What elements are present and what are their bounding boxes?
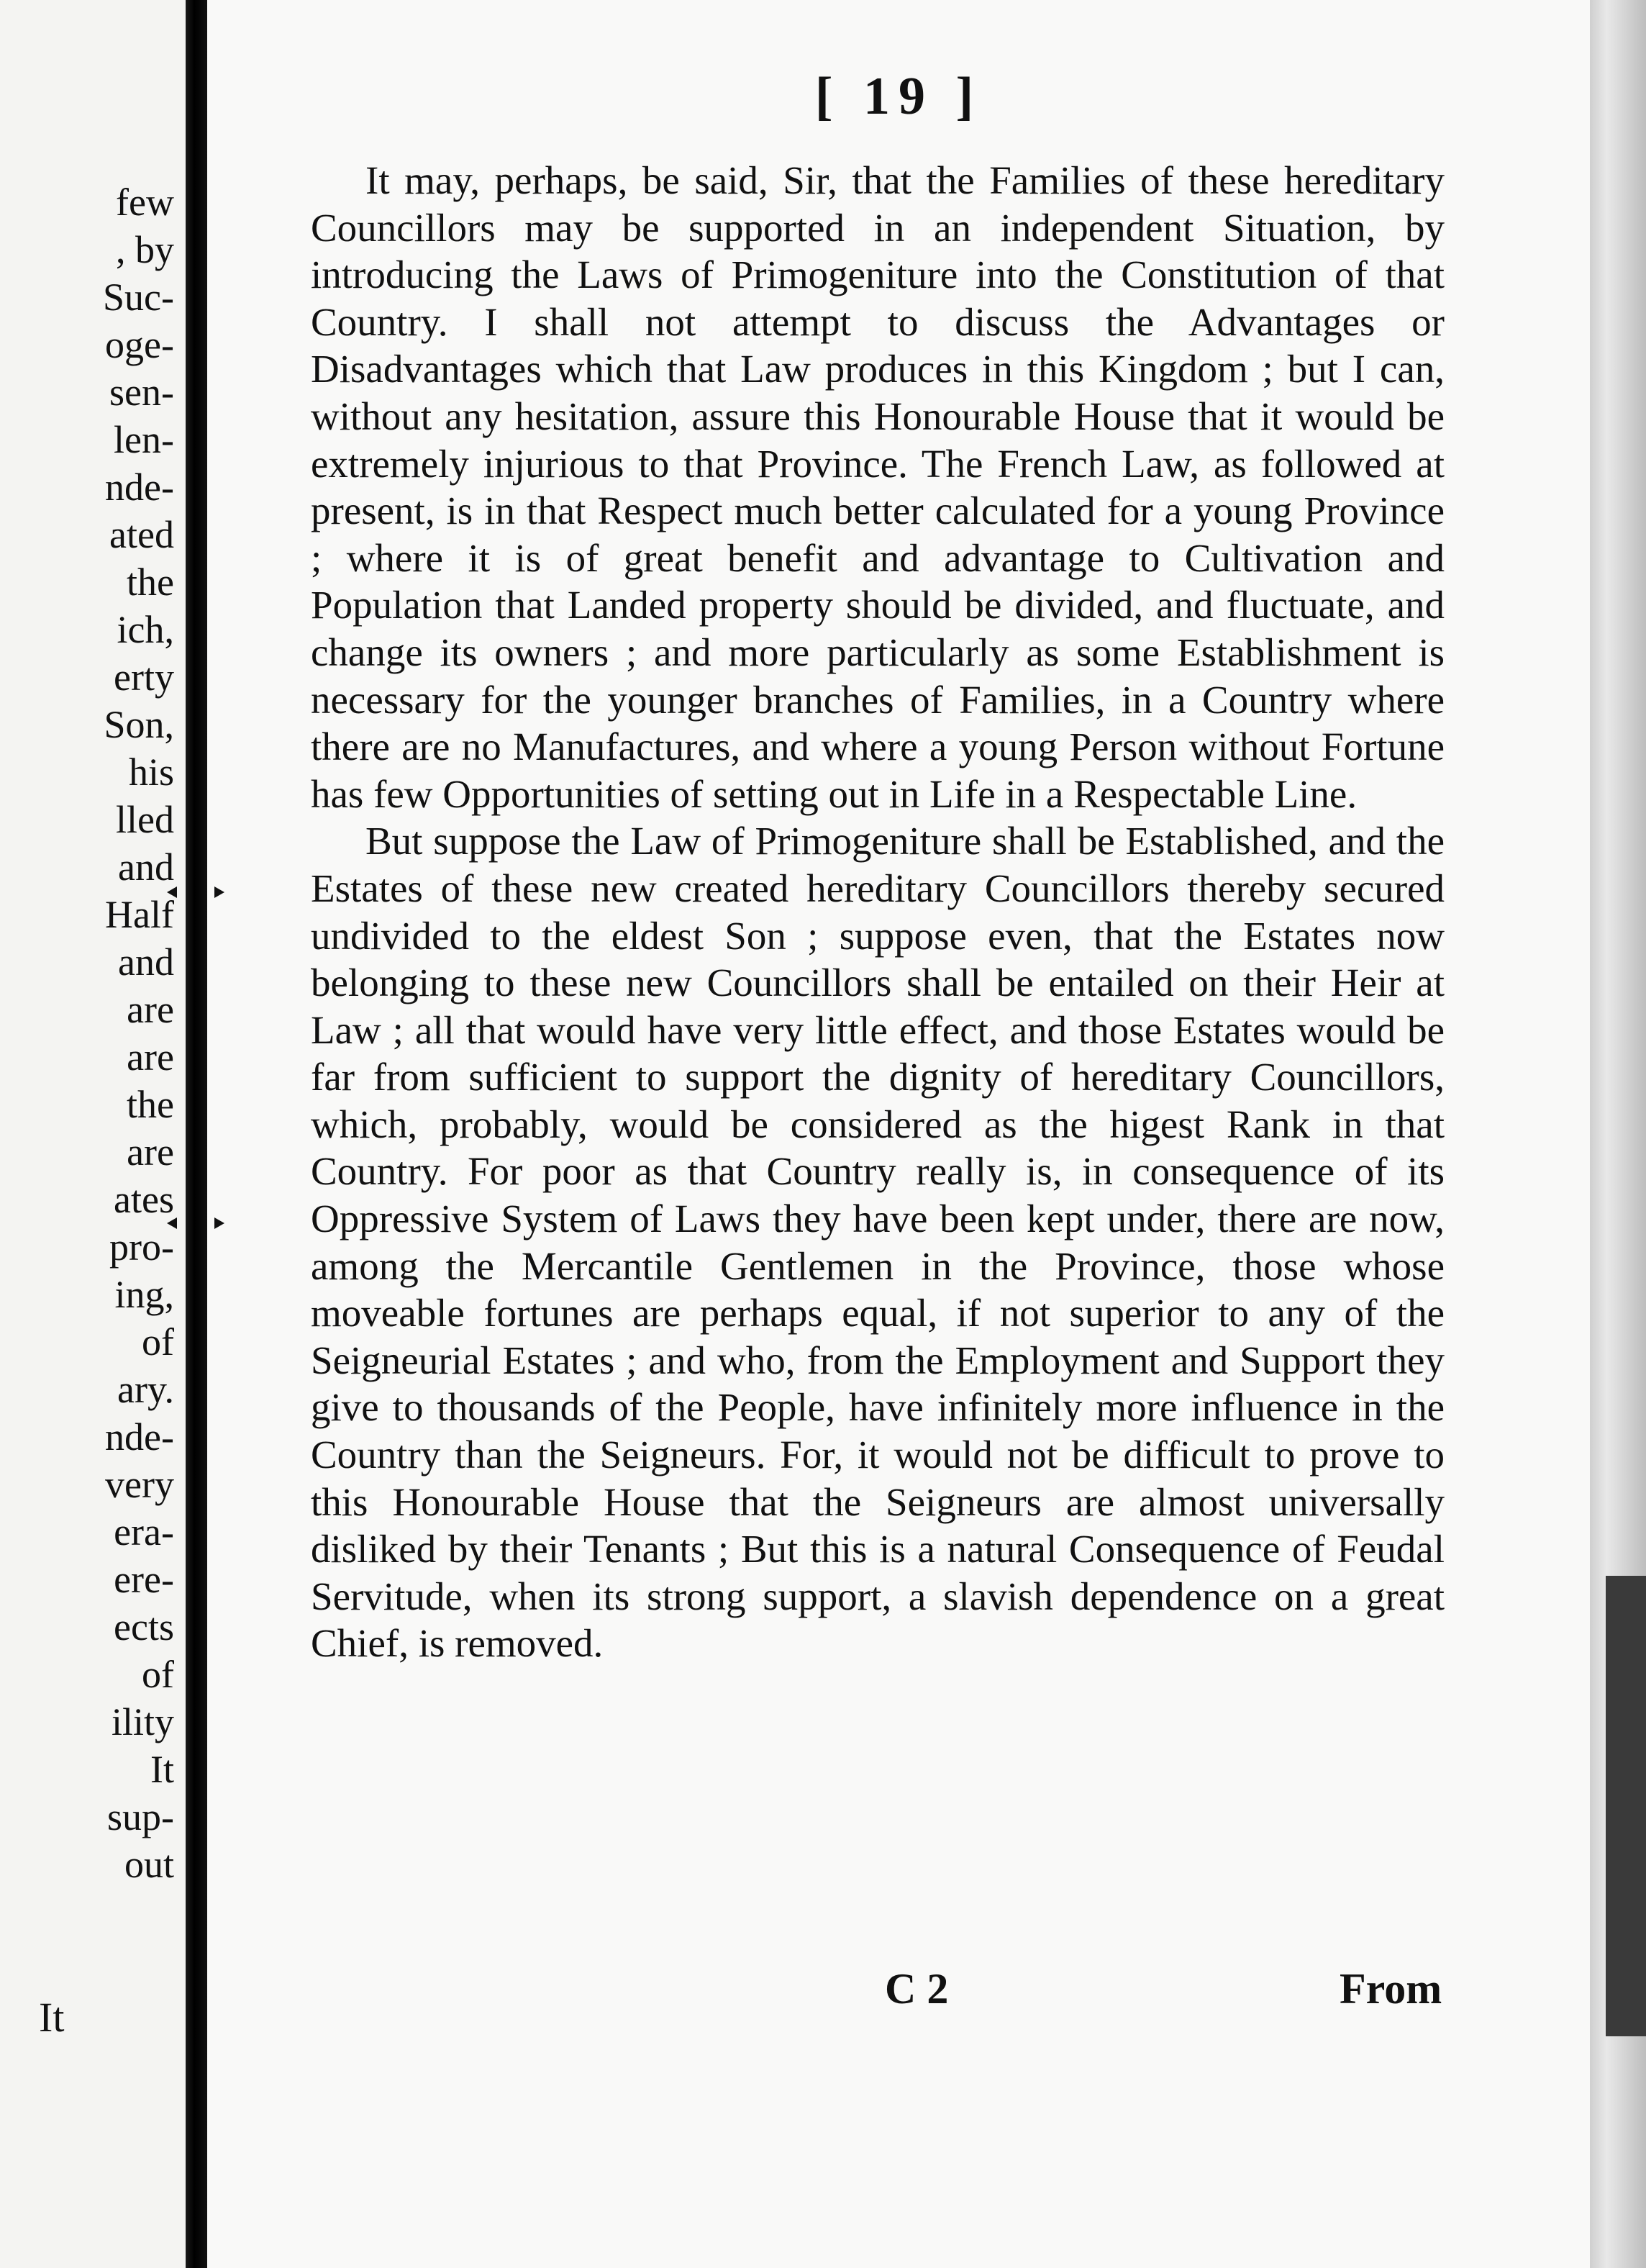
- left-page-bottom-word: It: [39, 1994, 65, 2041]
- left-page-fragment-line: ere-: [114, 1558, 174, 1601]
- margin-marker: [167, 886, 177, 898]
- page-number-header: [ 19 ]: [814, 67, 983, 126]
- left-page-fragment-line: Suc-: [103, 276, 174, 319]
- left-page-fragment-line: It: [150, 1748, 174, 1791]
- left-page-fragment-line: are: [127, 1130, 174, 1174]
- margin-marker: [214, 886, 224, 898]
- left-page-fragment-line: Half: [105, 893, 174, 936]
- book-gutter: [186, 0, 207, 2268]
- left-page-fragment: [0, 0, 186, 2268]
- left-page-fragment-line: Son,: [104, 703, 174, 746]
- left-page-fragment-line: , by: [116, 228, 174, 271]
- left-page-fragment-line: ated: [109, 513, 174, 556]
- left-page-fragment-line: pro-: [109, 1225, 174, 1269]
- left-page-fragment-line: the: [127, 1083, 174, 1126]
- left-page-fragment-line: are: [127, 1035, 174, 1079]
- margin-marker: [167, 1217, 177, 1229]
- left-page-fragment-line: nde-: [105, 466, 174, 509]
- left-page-fragment-line: and: [118, 845, 174, 889]
- paragraph: It may, perhaps, be said, Sir, that the Families of these hereditary Councillors may be supported in an independent Situation, by introducing the Laws of Primogeniture into the Constitution of that Country. I shall not attempt to discuss the Advantages or Disadvantages which that Law produces in this Kingdom ; but I can, without any hesitation, assure this Honourable House that it would be extremely injurious to that Province. The French Law, as followed at present, is in that Respect much better calculated for a young Province ; where it is of great benefit and advantage to Cultivation and Population that Landed property should be divided, and fluctuate, and change its owners ; and more particularly as some Establishment is necessary for the younger branches of Families, in a Country where there are no Manufactures, and where a young Person without Fortune has few Opportunities of setting out in Life in a Respectable Line.: [311, 158, 1445, 816]
- left-page-fragment-line: are: [127, 988, 174, 1031]
- left-page-fragment-line: and: [118, 940, 174, 984]
- left-page-fragment-line: sup-: [107, 1795, 174, 1838]
- left-page-fragment-line: ates: [114, 1178, 174, 1221]
- left-page-fragment-line: of: [142, 1320, 174, 1364]
- left-page-fragment-line: very: [105, 1463, 174, 1506]
- margin-marker: [214, 1217, 224, 1229]
- left-page-fragment-line: nde-: [105, 1415, 174, 1459]
- left-page-fragment-line: oge-: [105, 323, 174, 366]
- left-page-fragment-line: ects: [114, 1605, 174, 1648]
- paragraph: But suppose the Law of Primogeniture shall be Established, and the Estates of these new created hereditary Councillors thereby secured undivided to the eldest Son ; suppose even, that the Estates now belonging to these new Councillors shall be entailed on their Heir at Law ; all that would have very little effect, and those Estates would be far from sufficient to support the dignity of hereditary Councillors, which, probably, would be considered as the higest Rank in that Country. For poor as that Country really is, in consequence of its Oppressive System of Laws they have been kept under, there are now, among the Mercantile Gentlemen in the Province, those whose moveable fortunes are perhaps equal, if not superior to any of the Seigneurial Estates ; and who, from the Employment and Support they give to thousands of the People, have infinitely more influence in the Country than the Seigneurs. For, it would not be difficult to prove to this Honourable House that the Seigneurs are almost universally disliked by their Tenants ; But this is a natural Consequence of Feudal Servitude, when its strong support, a slavish dependence on a great Chief, is removed.: [311, 819, 1445, 1666]
- left-page-fragment-line: out: [124, 1843, 174, 1886]
- left-page-fragment-line: sen-: [109, 371, 174, 414]
- left-page-fragment-line: lled: [116, 798, 174, 841]
- page-body: [311, 157, 1445, 1667]
- left-page-fragment-line: len-: [114, 418, 174, 461]
- left-page-fragment-line: ility: [111, 1700, 174, 1743]
- catchword: From: [1340, 1965, 1442, 2013]
- left-page-fragment-line: erty: [114, 656, 174, 699]
- left-page-fragment-line: ich,: [117, 608, 174, 651]
- left-page-fragment-line: few: [116, 181, 174, 224]
- left-page-fragment-line: era-: [114, 1510, 174, 1553]
- left-page-fragment-line: the: [127, 561, 174, 604]
- left-page-fragment-line: of: [142, 1653, 174, 1696]
- left-page-fragment-line: ary.: [117, 1368, 174, 1411]
- left-page-fragment-line: ing,: [114, 1273, 174, 1316]
- page-edge-shadow: [1606, 1576, 1646, 2036]
- signature-mark: C 2: [885, 1965, 949, 2013]
- left-page-fragment-line: his: [128, 750, 174, 794]
